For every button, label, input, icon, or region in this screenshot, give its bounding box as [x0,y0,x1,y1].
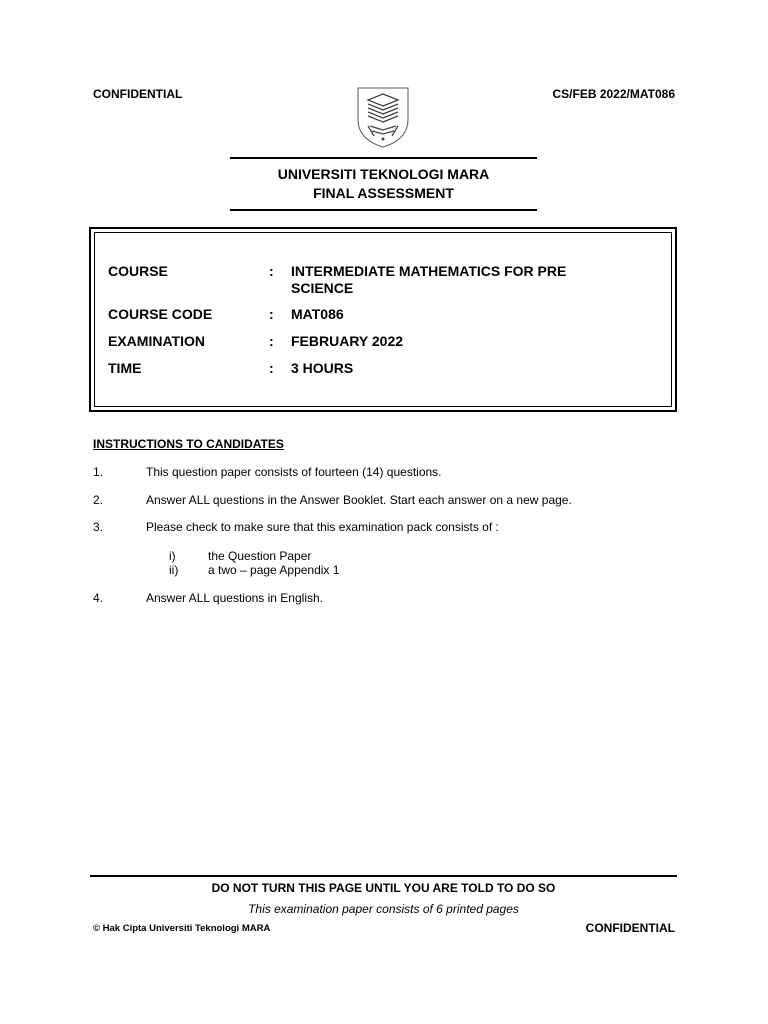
course-label: COURSE [108,263,168,279]
instruction-number: 4. [93,591,104,605]
footer-confidential: CONFIDENTIAL [585,921,675,935]
title-top-rule [230,157,537,159]
time-value: 3 HOURS [291,360,354,376]
course-value: INTERMEDIATE MATHEMATICS FOR PRE SCIENCE [291,263,567,296]
sub-item-number: i) [169,549,176,563]
course-code-label: COURSE CODE [108,306,213,322]
instruction-number: 3. [93,520,104,534]
examination-separator: : [269,333,274,349]
sub-item-text: the Question Paper [208,549,312,563]
time-separator: : [269,360,274,376]
footer-rule [90,875,677,877]
instruction-text: Answer ALL questions in the Answer Booklet. Start each answer on a new page. [146,493,572,507]
instruction-number: 2. [93,493,104,507]
title-bottom-rule [230,209,537,211]
copyright-notice: © Hak Cipta Universiti Teknologi MARA [93,923,271,934]
sub-item-number: ii) [169,563,179,577]
time-label: TIME [108,360,142,376]
instruction-number: 1. [93,465,104,479]
header-confidential: CONFIDENTIAL [93,87,183,101]
do-not-turn-warning: DO NOT TURN THIS PAGE UNTIL YOU ARE TOLD TO DO SO [211,881,556,895]
sub-item-text: a two – page Appendix 1 [208,563,340,577]
paper-reference-code: CS/FEB 2022/MAT086 [552,87,675,101]
instructions-heading: INSTRUCTIONS TO CANDIDATES [93,437,284,451]
course-separator: : [269,263,274,279]
uitm-crest-icon [354,86,412,148]
instruction-text: Please check to make sure that this examination pack consists of : [146,520,499,534]
instruction-text: Answer ALL questions in English. [146,591,323,605]
assessment-title: FINAL ASSESSMENT [313,185,454,201]
instruction-text: This question paper consists of fourteen (14) questions. [146,465,442,479]
course-code-value: MAT086 [291,306,344,322]
examination-label: EXAMINATION [108,333,205,349]
course-code-separator: : [269,306,274,322]
page-count-note: This examination paper consists of 6 printed pages [248,902,519,916]
university-name: UNIVERSITI TEKNOLOGI MARA [277,166,490,182]
examination-value: FEBRUARY 2022 [291,333,404,349]
